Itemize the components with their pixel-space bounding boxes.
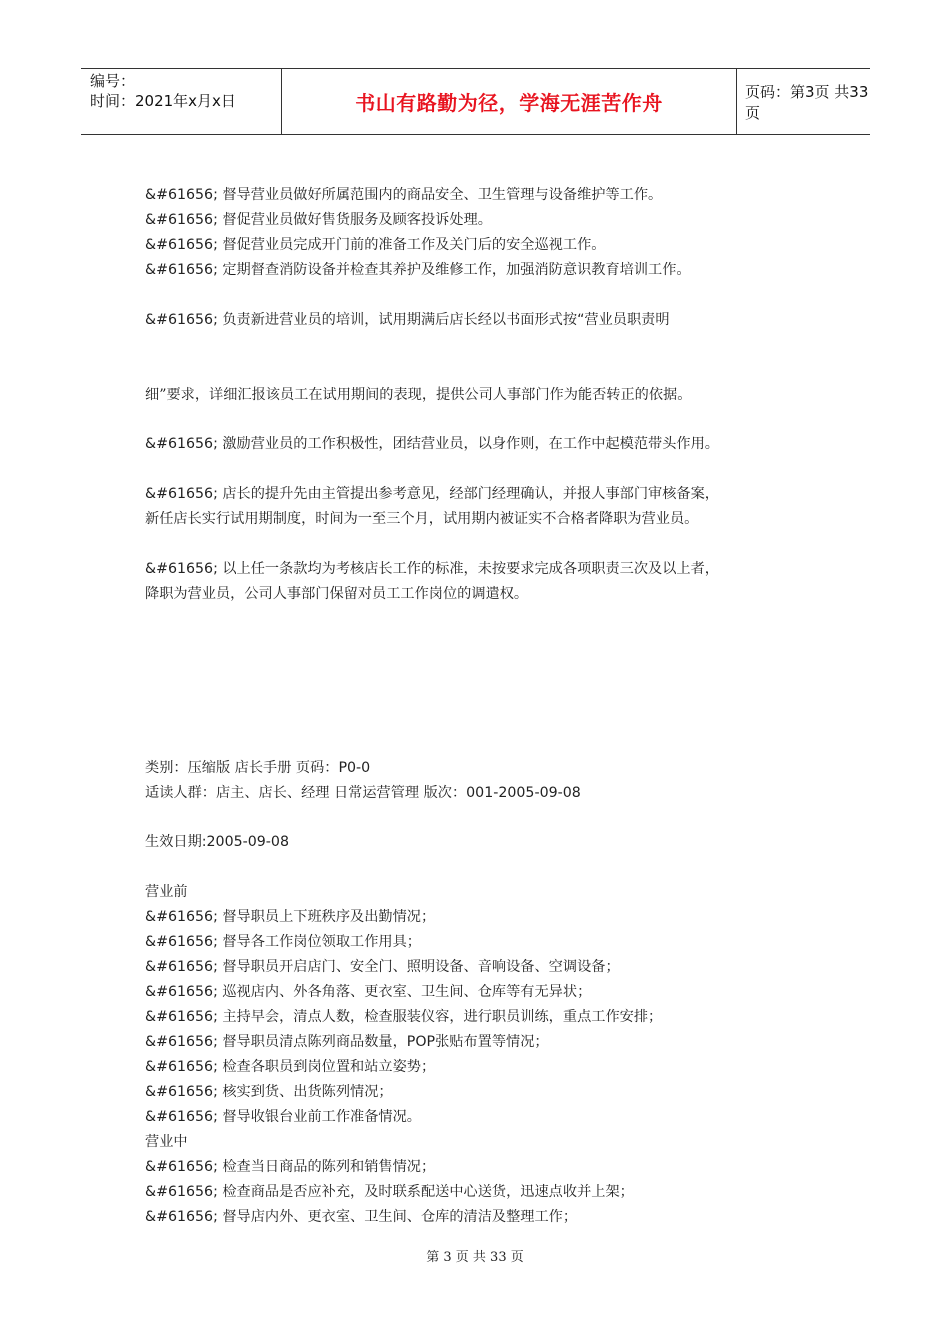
list-item: &#61656; 检查各职员到岗位置和站立姿势； xyxy=(145,1059,436,1075)
list-item: &#61656; 主持早会，清点人数，检查服装仪容，进行职员训练，重点工作安排； xyxy=(145,1009,663,1025)
header-page-info: 页码：第3页 共33页 xyxy=(745,82,869,122)
paragraph: 降职为营业员，公司人事部门保留对员工工作岗位的调遣权。 xyxy=(145,586,529,602)
header-motto-cell xyxy=(282,69,737,134)
document-number-label: 编号： xyxy=(90,72,136,90)
list-item: &#61656; 督导各工作岗位领取工作用具； xyxy=(145,934,421,950)
header-motto: 书山有路勤为径，学海无涯苦作舟 xyxy=(355,91,663,115)
list-item: &#61656; 检查当日商品的陈列和销售情况； xyxy=(145,1159,436,1175)
paragraph: &#61656; 负责新进营业员的培训，试用期满后店长经以书面形式按“营业员职责明 xyxy=(145,312,670,328)
list-item: &#61656; 督导收银台业前工作准备情况。 xyxy=(145,1109,421,1125)
paragraph: &#61656; 激励营业员的工作积极性，团结营业员，以身作则，在工作中起模范带头作用。 xyxy=(145,436,719,452)
list-item: &#61656; 督导职员上下班秩序及出勤情况； xyxy=(145,909,436,925)
paragraph: &#61656; 店长的提升先由主管提出参考意见，经部门经理确认，并报人事部门审核备案， xyxy=(145,486,719,502)
meta-category-line: 类别：压缩版 店长手册 页码：P0-0 xyxy=(145,760,371,776)
meta-effective-date: 生效日期:2005-09-08 xyxy=(145,834,289,850)
paragraph: &#61656; 定期督查消防设备并检查其养护及维修工作，加强消防意识教育培训工作。 xyxy=(145,262,691,278)
section-heading: 营业中 xyxy=(145,1134,188,1150)
page-footer: 第 3 页 共 33 页 xyxy=(426,1250,524,1265)
meta-audience-line: 适读人群：店主、店长、经理 日常运营管理 版次：001-2005-09-08 xyxy=(145,785,581,801)
paragraph: &#61656; 督促营业员做好售货服务及顾客投诉处理。 xyxy=(145,212,492,228)
document-date-label: 时间：2021年x月x日 xyxy=(90,92,236,110)
section-heading: 营业前 xyxy=(145,884,188,900)
list-item: &#61656; 督导店内外、更衣室、卫生间、仓库的清洁及整理工作； xyxy=(145,1209,578,1225)
page-header xyxy=(81,68,870,135)
paragraph: &#61656; 督促营业员完成开门前的准备工作及关门后的安全巡视工作。 xyxy=(145,237,606,253)
paragraph: &#61656; 以上任一条款均为考核店长工作的标准，未按要求完成各项职责三次及以上者， xyxy=(145,561,719,577)
paragraph: 细”要求，详细汇报该员工在试用期间的表现，提供公司人事部门作为能否转正的依据。 xyxy=(145,387,692,403)
header-meta-cell xyxy=(81,69,282,134)
paragraph: &#61656; 督导营业员做好所属范围内的商品安全、卫生管理与设备维护等工作。 xyxy=(145,187,663,203)
list-item: &#61656; 检查商品是否应补充，及时联系配送中心送货，迅速点收并上架； xyxy=(145,1184,634,1200)
list-item: &#61656; 核实到货、出货陈列情况； xyxy=(145,1084,393,1100)
list-item: &#61656; 督导职员清点陈列商品数量，POP张贴布置等情况； xyxy=(145,1034,549,1050)
paragraph: 新任店长实行试用期制度，时间为一至三个月，试用期内被证实不合格者降职为营业员。 xyxy=(145,511,699,527)
header-page-cell xyxy=(737,69,870,134)
list-item: &#61656; 督导职员开启店门、安全门、照明设备、音响设备、空调设备； xyxy=(145,959,620,975)
list-item: &#61656; 巡视店内、外各角落、更衣室、卫生间、仓库等有无异状； xyxy=(145,984,592,1000)
